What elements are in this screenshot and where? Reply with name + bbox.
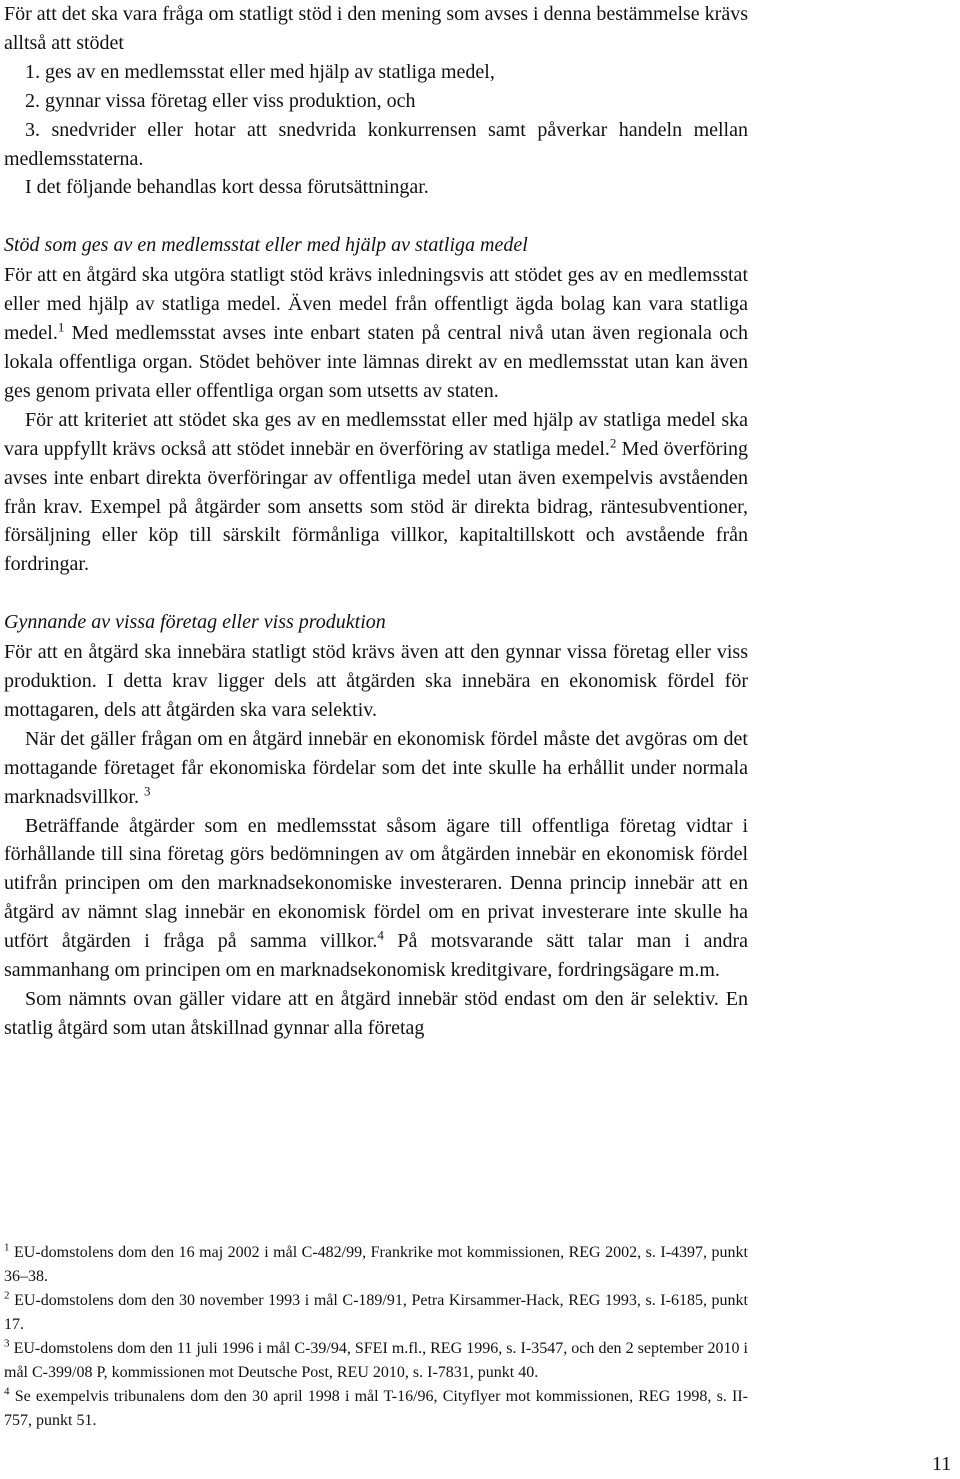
footnotes bbox=[4, 1241, 748, 1433]
list-item: 2. gynnar vissa företag eller viss produktion, och bbox=[25, 89, 416, 112]
footnote: $^2$ EU-domstolens dom den 30 november 1993 i mål C-189/91, Petra Kirsammer-Hack, REG 1993, s. I-6185, punkt 17. bbox=[4, 1289, 749, 1333]
section2-paragraph-2: När det gäller frågan om en åtgärd innebär en ekonomisk fördel måste det avgöras om det mottagande företaget får ekonomiska fördelar som det inte skulle ha erhållit under normala marknadsvillkor. $^3$ bbox=[4, 727, 748, 808]
section-heading-statliga-medel: Stöd som ges av en medlemsstat eller med hjälp av statliga medel bbox=[4, 234, 528, 257]
footnote-ref: 4 bbox=[377, 927, 384, 943]
section2-paragraph-3: Beträffande åtgärder som en medlemsstat såsom ägare till offentliga företag vidtar i förhållande till sina företag görs bedömningen av om åtgärden innebär en ekonomisk fördel utifrån principen om den marknadsekonomiske investeraren. Denna princip innebär att en åtgärd av nämnt slag innebär en ekonomisk fördel om en privat investerare inte skulle ha utfört åtgärden i fråga på samma villkor.$^4$ På motsvarande sätt talar man i andra sammanhang om principen om en marknadsekonomisk kreditgivare, fordringsägare m.m. bbox=[4, 814, 748, 982]
section1-paragraph-2: För att kriteriet att stödet ska ges av en medlemsstat eller med hjälp av statliga medel ska vara uppfyllt krävs också att stödet innebär en överföring av statliga medel.$^2$ Med överföring avses inte enbart direkta överföringar av offentliga medel utan även exempelvis avståenden från krav. Exempel på åtgärder som ansetts som stöd är direkta bidrag, räntesubventioner, försäljning eller köp till särskilt förmånliga villkor, kapitaltillskott och avstående från fordringar. bbox=[4, 408, 749, 576]
intro-closing-paragraph: I det följande behandlas kort dessa förutsättningar. bbox=[25, 176, 429, 199]
section1-paragraph-1: För att en åtgärd ska utgöra statligt stöd krävs inledningsvis att stödet ges av en medlemsstat eller med hjälp av statliga medel. Även medel från offentligt ägda bolag kan vara statliga medel.$^1$ Med medlemsstat avses inte enbart staten på central nivå utan även regionala och lokala offentliga organ. Stödet behöver inte lämnas direkt av en medlemsstat utan kan även ges genom privata eller offentliga organ som utsetts av staten. bbox=[4, 264, 748, 402]
section2-paragraph-4: Som nämnts ovan gäller vidare att en åtgärd innebär stöd endast om den är selektiv. En statlig åtgärd som utan åtskillnad gynnar alla företag bbox=[4, 988, 748, 1039]
section-heading-gynnande: Gynnande av vissa företag eller viss produktion bbox=[4, 611, 386, 634]
footnote: $^3$ EU-domstolens dom den 11 juli 1996 i mål C-39/94, SFEI m.fl., REG 1996, s. I-3547, och den 2 september 2010 i mål C-399/08 P, kommissionen mot Deutsche Post, REU 2010, s. I-7831, punkt 40. bbox=[4, 1337, 749, 1381]
footnote-ref: 3 bbox=[143, 783, 151, 798]
footnote: $^1$ EU-domstolens dom den 16 maj 2002 i mål C-482/99, Frankrike mot kommissionen, REG 2002, s. I-4397, punkt 36–38. bbox=[4, 1241, 748, 1285]
footnote: $^4$ Se exempelvis tribunalens dom den 30 april 1998 i mål T-16/96, Cityflyer mot kommissionen, REG 1998, s. II-757, punkt 51. bbox=[4, 1385, 748, 1429]
footnote-ref: 2 bbox=[609, 435, 617, 451]
footnote-ref: 1 bbox=[57, 319, 65, 335]
section2-paragraph-1: För att en åtgärd ska innebära statligt stöd krävs även att den gynnar vissa företag eller viss produktion. I detta krav ligger dels att åtgärden ska innebära en ekonomisk fördel för mottagaren, dels att åtgärden ska vara selektiv. bbox=[4, 641, 748, 721]
list-item: 1. ges av en medlemsstat eller med hjälp av statliga medel, bbox=[25, 60, 495, 83]
intro-paragraph: För att det ska vara fråga om statligt stöd i den mening som avses i denna bestämmelse krävs alltså att stödet bbox=[4, 3, 748, 54]
page-body bbox=[4, 0, 748, 1043]
page-number: 11 bbox=[932, 1453, 952, 1475]
list-item: 3. snedvrider eller hotar att snedvrida konkurrensen samt påverkar handeln mellan medlemsstaterna. bbox=[4, 118, 748, 170]
